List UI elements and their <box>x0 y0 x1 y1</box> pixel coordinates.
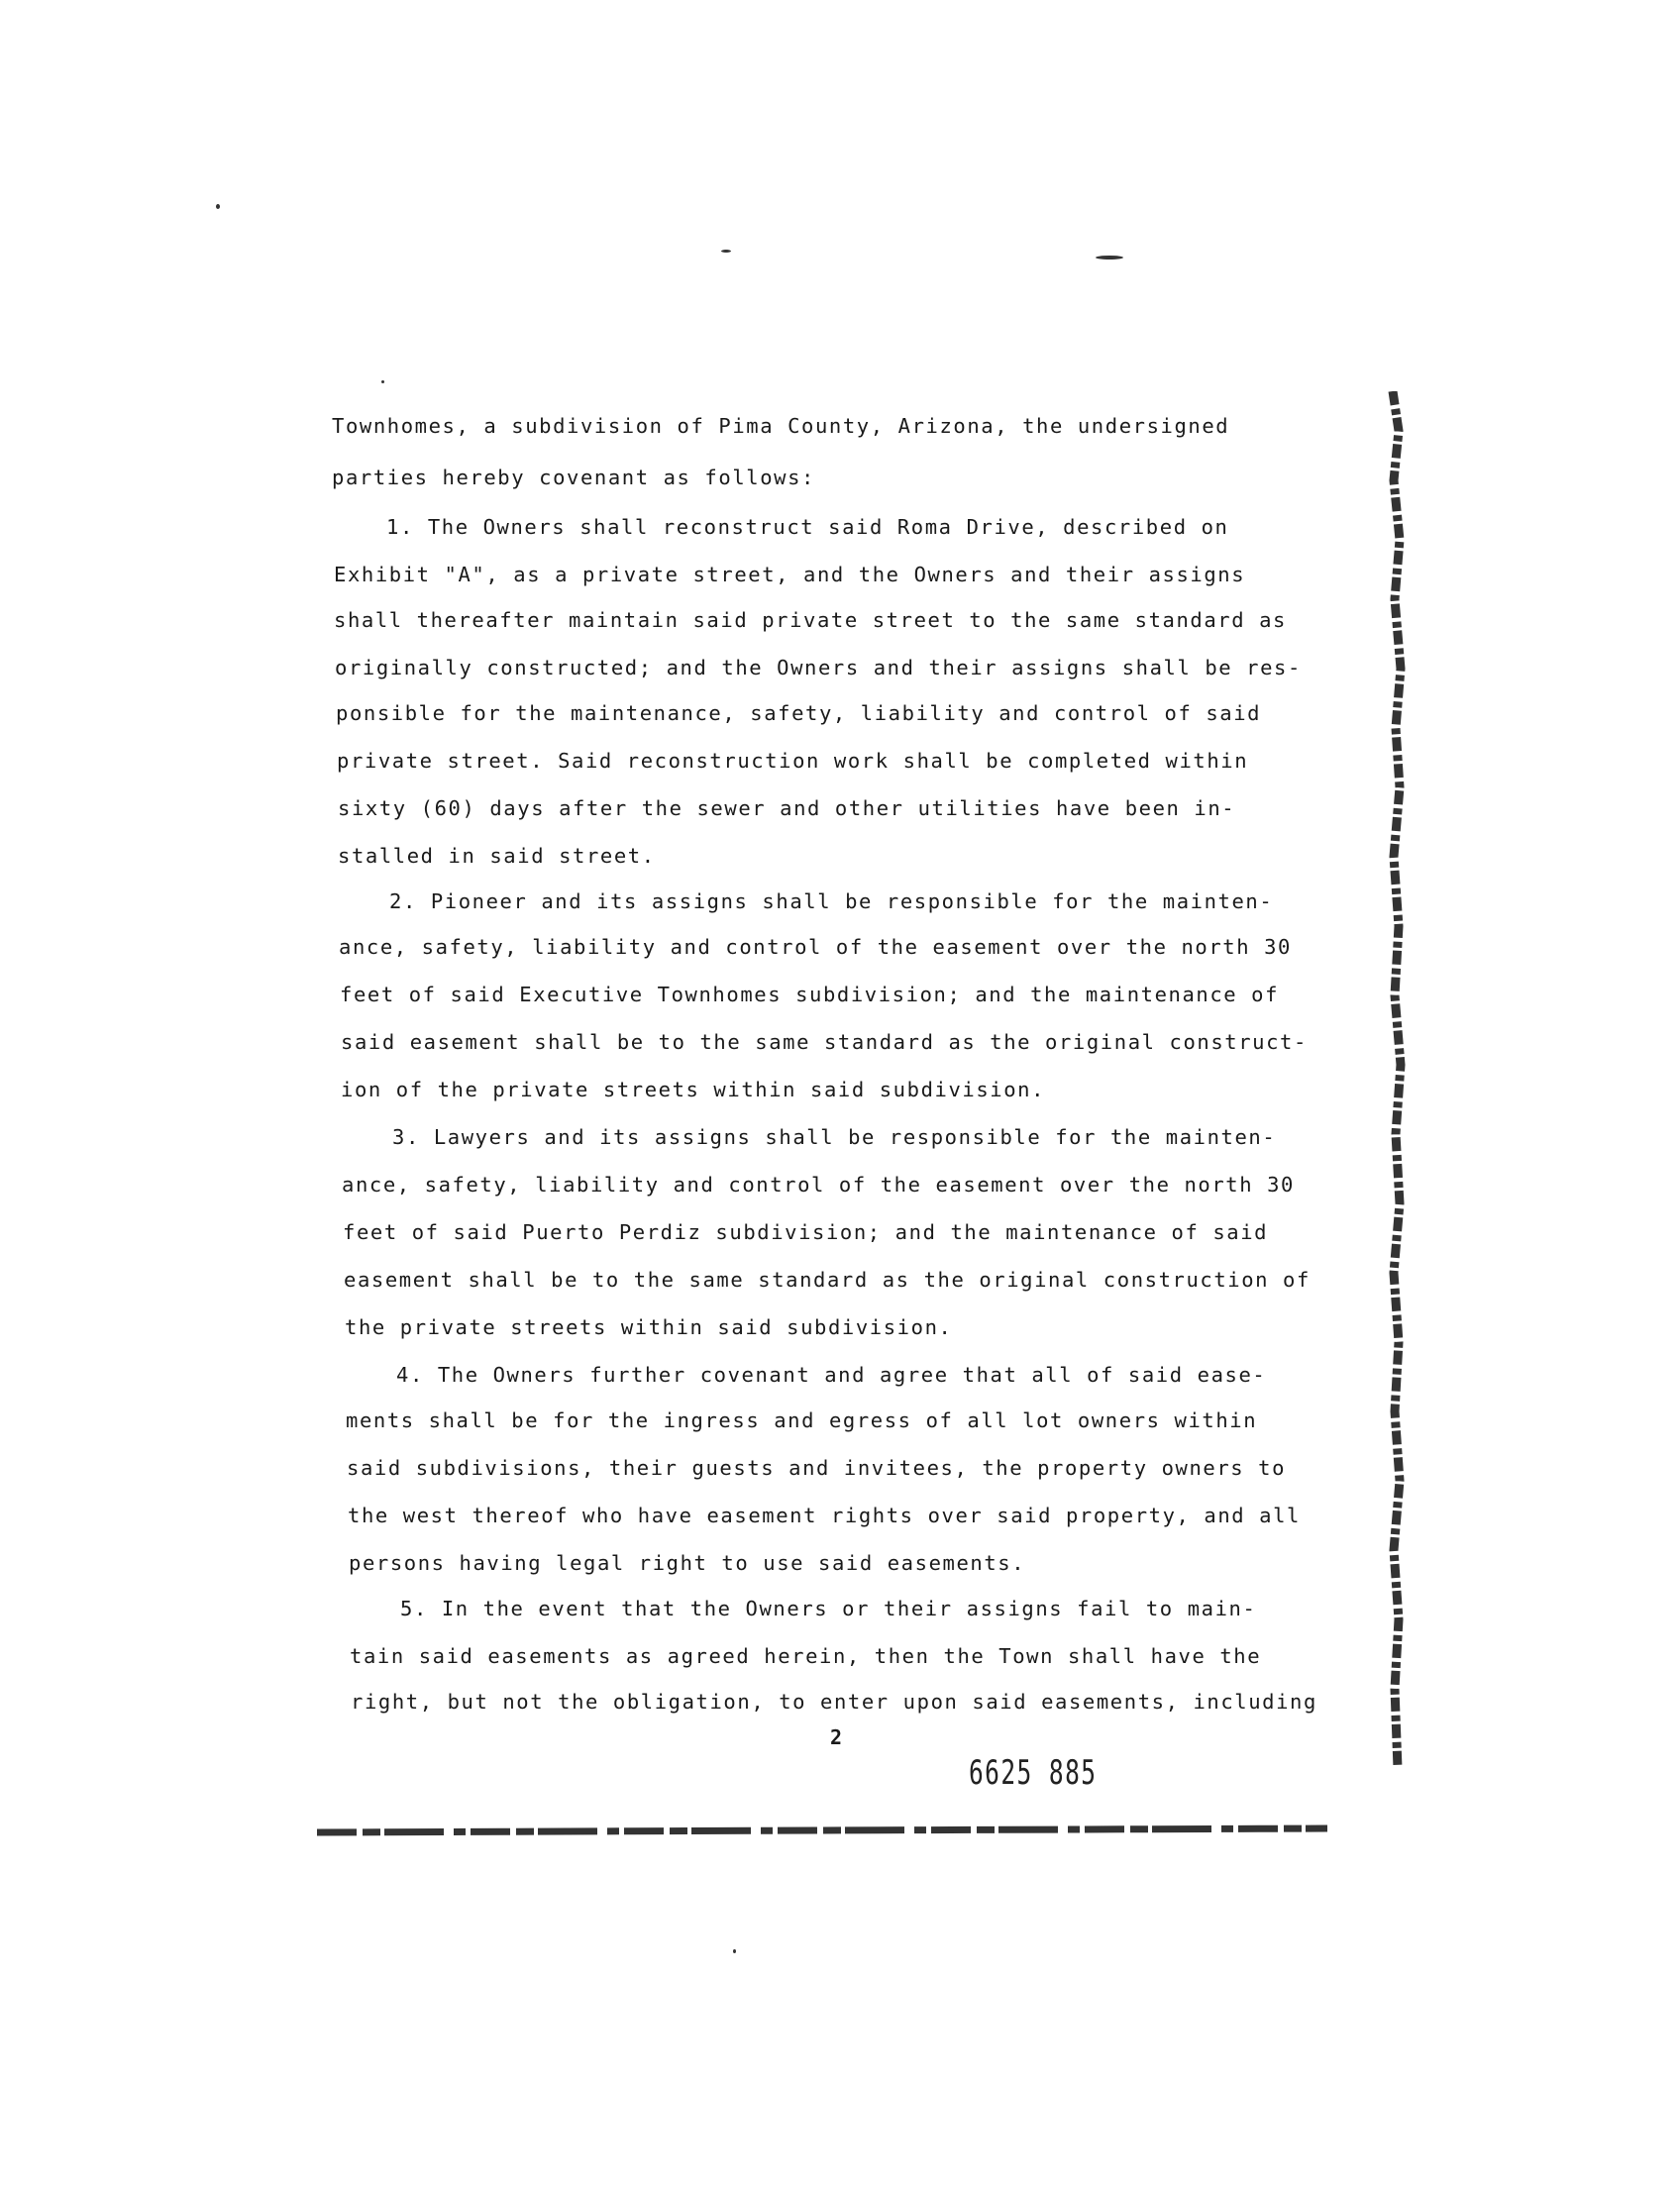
text-line: ance, safety, liability and control of the easement over the north 30 <box>339 935 1293 959</box>
text-line: the private streets within said subdivision. <box>345 1315 953 1339</box>
text-line: Exhibit "A", as a private street, and the Owners and their assigns <box>334 563 1246 586</box>
text-line: 1. The Owners shall reconstruct said Roma Drive, described on <box>386 515 1229 539</box>
text-line: feet of said Executive Townhomes subdivision; and the maintenance of <box>340 983 1280 1006</box>
text-line: persons having legal right to use said easements. <box>349 1551 1026 1575</box>
text-line: easement shall be to the same standard as the original construction of <box>344 1268 1311 1292</box>
text-line: the west thereof who have easement rights over said property, and all <box>348 1504 1302 1527</box>
text-line: said subdivisions, their guests and invitees, the property owners to <box>347 1456 1287 1480</box>
text-line: 3. Lawyers and its assigns shall be responsible for the mainten- <box>392 1125 1277 1149</box>
text-line: parties hereby covenant as follows: <box>332 466 815 489</box>
text-line: ments shall be for the ingress and egress of all lot owners within <box>346 1408 1258 1432</box>
scan-speck <box>381 380 384 383</box>
text-line: right, but not the obligation, to enter upon said easements, including <box>351 1690 1317 1714</box>
text-line: ance, safety, liability and control of the easement over the north 30 <box>342 1173 1296 1197</box>
text-line: tain said easements as agreed herein, then the Town shall have the <box>350 1644 1262 1668</box>
scan-speck <box>733 1949 736 1953</box>
text-line: 2. Pioneer and its assigns shall be responsible for the mainten- <box>389 889 1274 913</box>
scan-speck <box>216 204 220 209</box>
text-line: feet of said Puerto Perdiz subdivision; and the maintenance of said <box>343 1220 1269 1244</box>
scan-edge-bottom <box>317 1821 1327 1842</box>
text-line: ion of the private streets within said subdivision. <box>341 1078 1046 1101</box>
scan-speck <box>721 250 731 253</box>
text-line: said easement shall be to the same standard as the original construct- <box>341 1030 1308 1054</box>
text-line: sixty (60) days after the sewer and other utilities have been in- <box>338 796 1236 820</box>
text-line: originally constructed; and the Owners and their assigns shall be res- <box>335 656 1302 679</box>
text-line: stalled in said street. <box>338 844 656 868</box>
text-line: shall thereafter maintain said private street to the same standard as <box>334 608 1288 632</box>
scan-speck <box>1096 256 1123 260</box>
text-line: 5. In the event that the Owners or their assigns fail to main- <box>400 1597 1257 1620</box>
text-line: private street. Said reconstruction work shall be completed within <box>337 749 1249 773</box>
recording-stamp: 6625 885 <box>969 1753 1098 1793</box>
text-line: Townhomes, a subdivision of Pima County, Arizona, the undersigned <box>332 414 1230 438</box>
text-line: ponsible for the maintenance, safety, liability and control of said <box>336 701 1262 725</box>
page-number: 2 <box>830 1725 843 1749</box>
scan-edge-right <box>1385 391 1409 1768</box>
text-line: 4. The Owners further covenant and agree that all of said ease- <box>396 1363 1267 1387</box>
